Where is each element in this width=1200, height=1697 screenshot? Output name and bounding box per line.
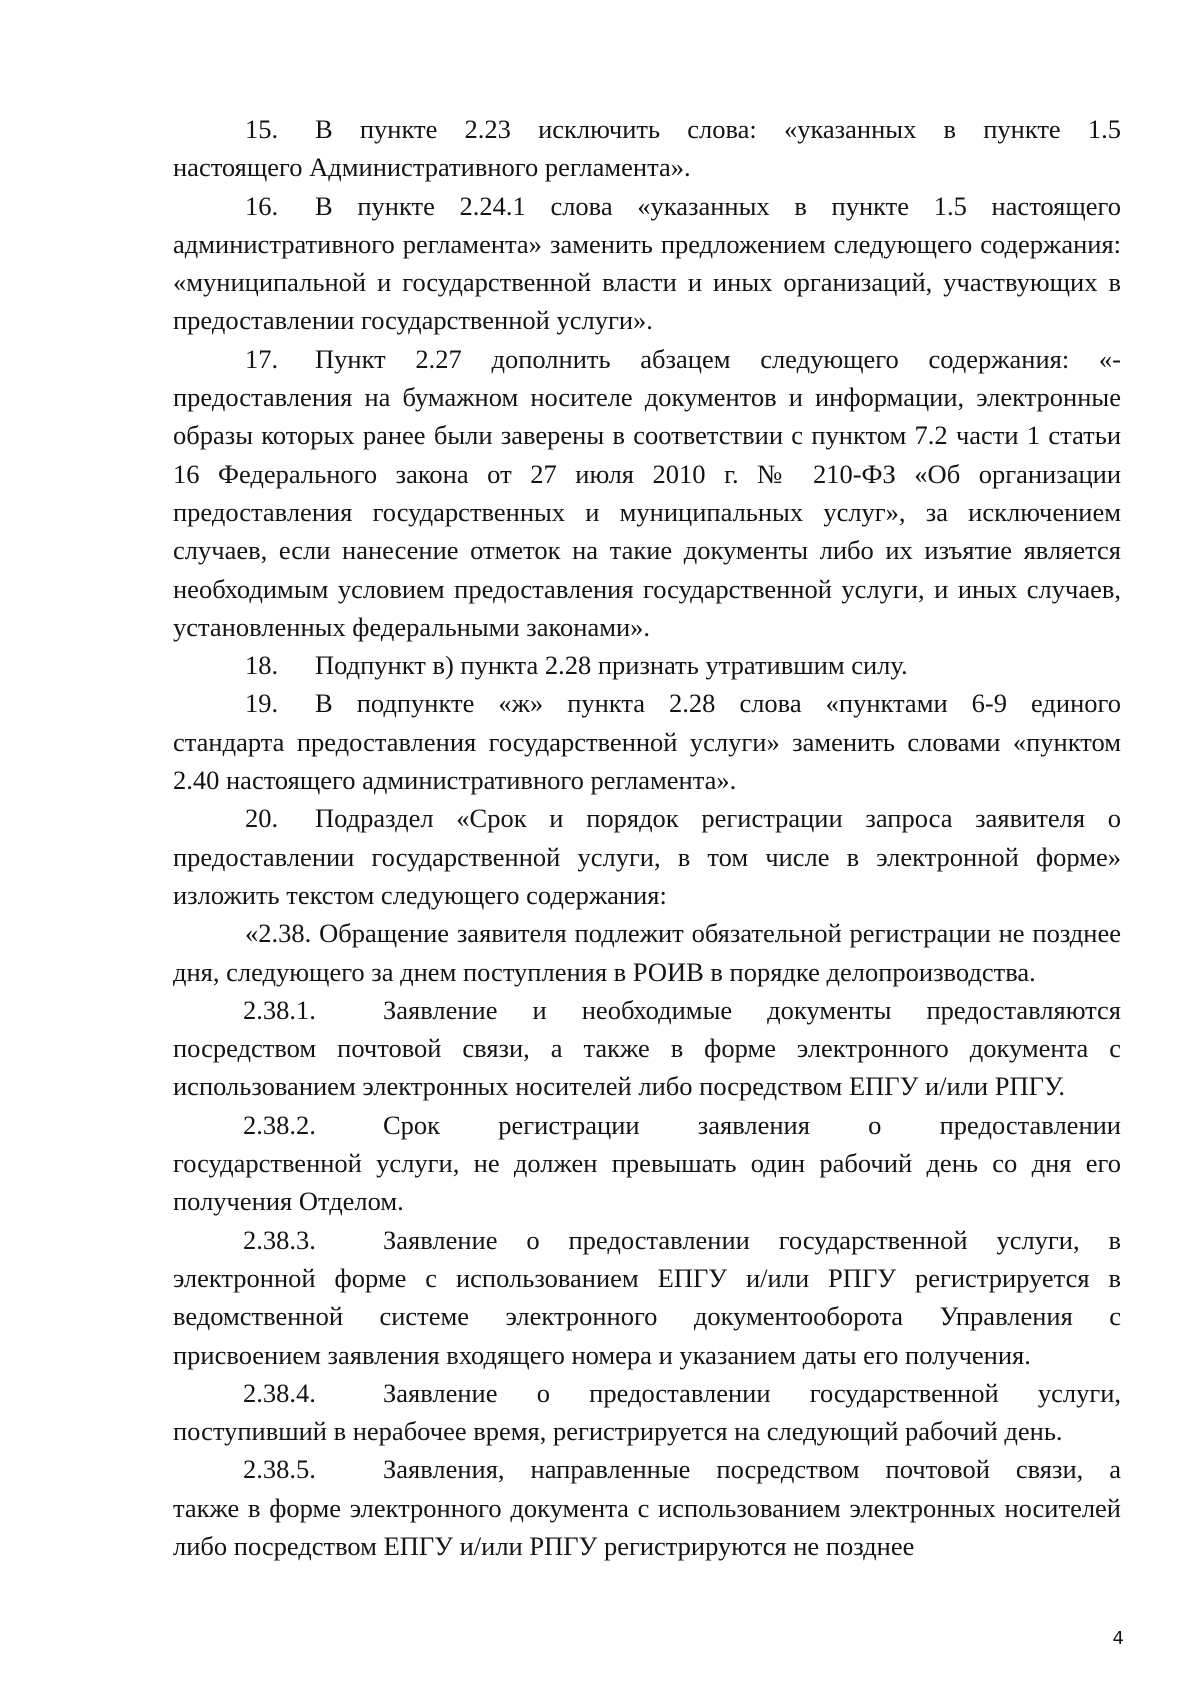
item-number: 19. [245,688,279,719]
subitem-number: 2.38.5. [243,1454,316,1485]
subitem-first-line-text: Срок регистрации заявления о предоставлении [383,1109,1121,1140]
subitem-body-text: государственной услуги, не должен превышать один рабочий день со дня его получения Отделом. [173,1148,1121,1217]
item-body-text: предоставления на бумажном носителе документов и информации, электронные образы которых ранее были заверены в соответствии с пунктом 7.2 части 1 статьи 16 Федерального закона от 27 июля 2010 г. № 210-ФЗ «Об организации предоставления государственных и муниципальных услуг», за исключением случаев, если нанесение отметок на такие документы либо их изъятие является необходимым условием предоставления государственной услуги, и иных случаев, установленных федеральными законами». [173,382,1121,642]
paragraph-first-line [173,340,1121,378]
paragraph-19 [173,684,1121,799]
item-number: 16. [245,190,279,221]
subitem-2-38-1 [173,991,1121,1106]
item-number: 17. [245,343,279,374]
subitem-first-line-text: Заявление о предоставлении государственной услуги, в [383,1224,1121,1255]
subitem-2-38-4 [173,1374,1121,1451]
subitem-body-text: посредством почтовой связи, а также в форме электронного документа с использованием электронных носителей либо посредством ЕПГУ и/или РПГУ. [173,1033,1121,1102]
subitem-body-text: электронной форме с использованием ЕПГУ и/или РПГУ регистрируется в ведомственной системе электронного документооборота Управления с присвоением заявления входящего номера и указанием даты его получения. [173,1262,1121,1370]
subitem-number: 2.38.3. [243,1224,316,1255]
subitem-first-line [173,1106,1121,1144]
subitem-first-line-text: Заявление о предоставлении государственной услуги, [383,1377,1121,1408]
document-page [173,110,1121,1565]
paragraph-15 [173,110,1121,187]
item-number: 18. [245,650,279,681]
item-body-text: настоящего Административного регламента». [173,152,691,183]
quoted-paragraph-2-38: «2.38. Обращение заявителя подлежит обязательной регистрации не позднее дня, следующего за днем поступления в РОИВ в порядке делопроизводства. [173,918,1121,987]
paragraph-first-line [173,646,1121,684]
item-first-line-text: Пункт 2.27 дополнить абзацем следующего содержания: «- [315,343,1121,374]
paragraph-first-line [173,110,1121,148]
item-number: 20. [245,803,279,834]
subitem-first-line [173,991,1121,1029]
subitem-first-line-text: Заявления, направленные посредством почтовой связи, а [383,1454,1121,1485]
paragraph-20 [173,799,1121,914]
subitem-2-38-2 [173,1106,1121,1221]
paragraph-16 [173,187,1121,340]
subitem-first-line [173,1450,1121,1488]
item-first-line-text: Подпункт в) пункта 2.28 признать утратившим силу. [315,650,908,681]
paragraph-17 [173,340,1121,646]
item-body-text: предоставлении государственной услуги, в том числе в электронной форме» изложить текстом следующего содержания: [173,841,1121,910]
subitem-first-line-text: Заявление и необходимые документы предоставляются [383,994,1121,1025]
paragraph-18 [173,646,1121,684]
subitem-number: 2.38.4. [243,1377,316,1408]
subitem-first-line [173,1374,1121,1412]
subitem-body-text: поступивший в нерабочее время, регистрируется на следующий рабочий день. [173,1416,1063,1447]
subitem-number: 2.38.2. [243,1109,316,1140]
paragraph-first-line [173,684,1121,722]
item-body-text: стандарта предоставления государственной услуги» заменить словами «пунктом 2.40 настоящего административного регламента». [173,726,1121,796]
paragraph-first-line [173,187,1121,225]
item-number: 15. [245,114,279,144]
item-first-line-text: В подпункте «ж» пункта 2.28 слова «пунктами 6-9 единого [315,688,1121,719]
paragraph-first-line [173,799,1121,837]
item-first-line-text: Подраздел «Срок и порядок регистрации запроса заявителя о [315,803,1121,834]
subitem-first-line [173,1221,1121,1259]
item-body-text: административного регламента» заменить предложением следующего содержания: «муниципальной и государственной власти и иных организаций, участвующих в предоставлении государственной услуги». [173,228,1121,336]
subitem-body-text: также в форме электронного документа с использованием электронных носителей либо посредством ЕПГУ и/или РПГУ регистрируются не позднее [173,1492,1121,1561]
item-first-line-text: В пункте 2.23 исключить слова: «указанных в пункте 1.5 [315,114,1121,144]
item-first-line-text: В пункте 2.24.1 слова «указанных в пункте 1.5 настоящего [315,190,1121,221]
subitem-number: 2.38.1. [243,994,316,1025]
page-number: 4 [1112,1628,1124,1649]
subitem-2-38-3 [173,1221,1121,1374]
subitem-2-38-5 [173,1450,1121,1565]
